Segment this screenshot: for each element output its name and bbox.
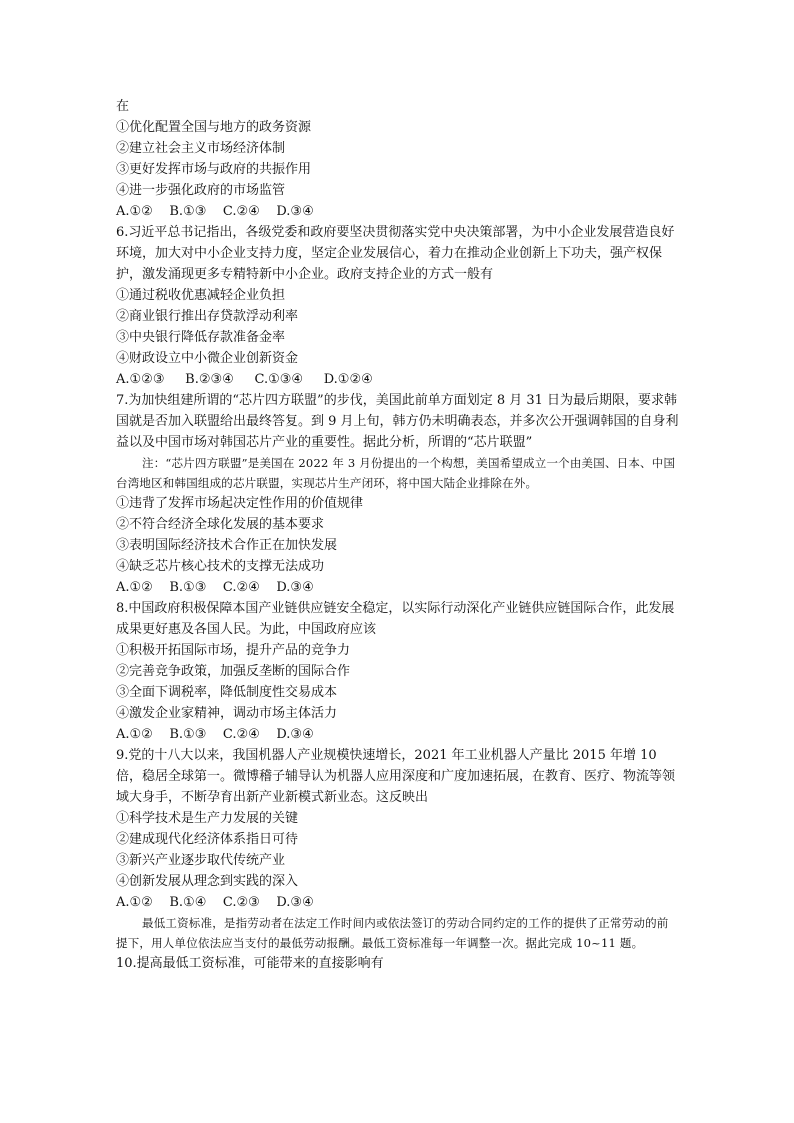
q6-option-2: ②商业银行推出存贷款浮动利率 <box>116 309 299 324</box>
q7-option-2: ②不符合经济全球化发展的基本要求 <box>116 517 325 532</box>
q8-option-2: ②完善竞争政策，加强反垄断的国际合作 <box>116 664 351 679</box>
q5-option-4: ④进一步强化政府的市场监管 <box>116 183 286 198</box>
q8-choices: A.①② B.①③ C.②④ D.③④ <box>116 727 314 742</box>
q5-choices: A.①② B.①③ C.②④ D.③④ <box>116 204 314 219</box>
q8-option-1: ①积极开拓国际市场，提升产品的竞争力 <box>116 643 351 658</box>
q6-stem: 6.习近平总书记指出，各级党委和政府要坚决贯彻落实党中央决策部署，为中小企业发展营造良好环境，加大对中小企业支持力度，坚定企业发展信心，着力在推动企业创新上下功夫，强产权保护，激发涌现更多专精特新中小企业。政府支持企业的方式一般有 <box>116 225 675 282</box>
q9-option-2: ②建成现代化经济体系指日可待 <box>116 832 299 847</box>
q7-option-1: ①违背了发挥市场起决定性作用的价值规律 <box>116 496 364 511</box>
continuation-text: 在 <box>116 99 130 114</box>
q6-option-1: ①通过税收优惠减轻企业负担 <box>116 288 286 303</box>
q9-choices: A.①② B.①④ C.②③ D.③④ <box>116 895 314 910</box>
q7-option-3: ③表明国际经济技术合作正在加快发展 <box>116 538 338 553</box>
q7-option-4: ④缺乏芯片核心技术的支撑无法成功 <box>116 559 325 574</box>
q9-stem: 9.党的十八大以来，我国机器人产业规模快速增长，2021 年工业机器人产量比 2015 年增 10 倍，稳居全球第一。微博稽子辅导认为机器人应用深度和广度加速拓展，在教育、医疗、物流等领域大身手，不断孕育出新产业新模式新业态。这反映出 <box>116 748 676 805</box>
q5-option-3: ③更好发挥市场与政府的共振作用 <box>116 162 312 177</box>
q5-option-1: ①优化配置全国与地方的政务资源 <box>116 120 312 135</box>
q9-option-4: ④创新发展从理念到实践的深入 <box>116 874 299 889</box>
q6-choices: A.①②③ B.②③④ C.①③④ D.①②④ <box>116 372 373 387</box>
min-wage-note: 最低工资标准，是指劳动者在法定工作时间内或依法签订的劳动合同约定的工作的提供了正常劳动的前提下，用人单位依法应当支付的最低劳动报酬。最低工资标准每一年调整一次。据此完成 10~11 题。 <box>116 916 669 950</box>
q7-stem: 7.为加快组建所谓的“芯片四方联盟”的步伐，美国此前单方面划定 8 月 31 日为最后期限，要求韩国就是否加入联盟给出最终答复。到 9 月上旬，韩方仍未明确表态，并多次公开强调韩国的自身利益以及中国市场对韩国芯片产业的重要性。据此分析，所谓的“芯片联盟” <box>116 393 679 450</box>
q9-option-1: ①科学技术是生产力发展的关键 <box>116 811 299 826</box>
exam-page <box>116 96 680 974</box>
q9-option-3: ③新兴产业逐步取代传统产业 <box>116 853 286 868</box>
q8-option-3: ③全面下调税率，降低制度性交易成本 <box>116 685 338 700</box>
q8-option-4: ④激发企业家精神，调动市场主体活力 <box>116 706 338 721</box>
q7-note: 注：“芯片四方联盟”是美国在 2022 年 3 月份提出的一个构想，美国希望成立一个由美国、日本、中国台湾地区和韩国组成的芯片联盟，实现芯片生产闭环，将中国大陆企业排除在外。 <box>116 456 676 490</box>
q7-choices: A.①② B.①③ C.②④ D.③④ <box>116 580 314 595</box>
q6-option-3: ③中央银行降低存款准备金率 <box>116 330 286 345</box>
q6-option-4: ④财政设立中小微企业创新资金 <box>116 351 299 366</box>
q5-option-2: ②建立社会主义市场经济体制 <box>116 141 286 156</box>
q10-stem: 10.提高最低工资标准，可能带来的直接影响有 <box>116 956 384 971</box>
q8-stem: 8.中国政府积极保障本国产业链供应链安全稳定，以实际行动深化产业链供应链国际合作，此发展成果更好惠及各国人民。为此，中国政府应该 <box>116 601 675 637</box>
